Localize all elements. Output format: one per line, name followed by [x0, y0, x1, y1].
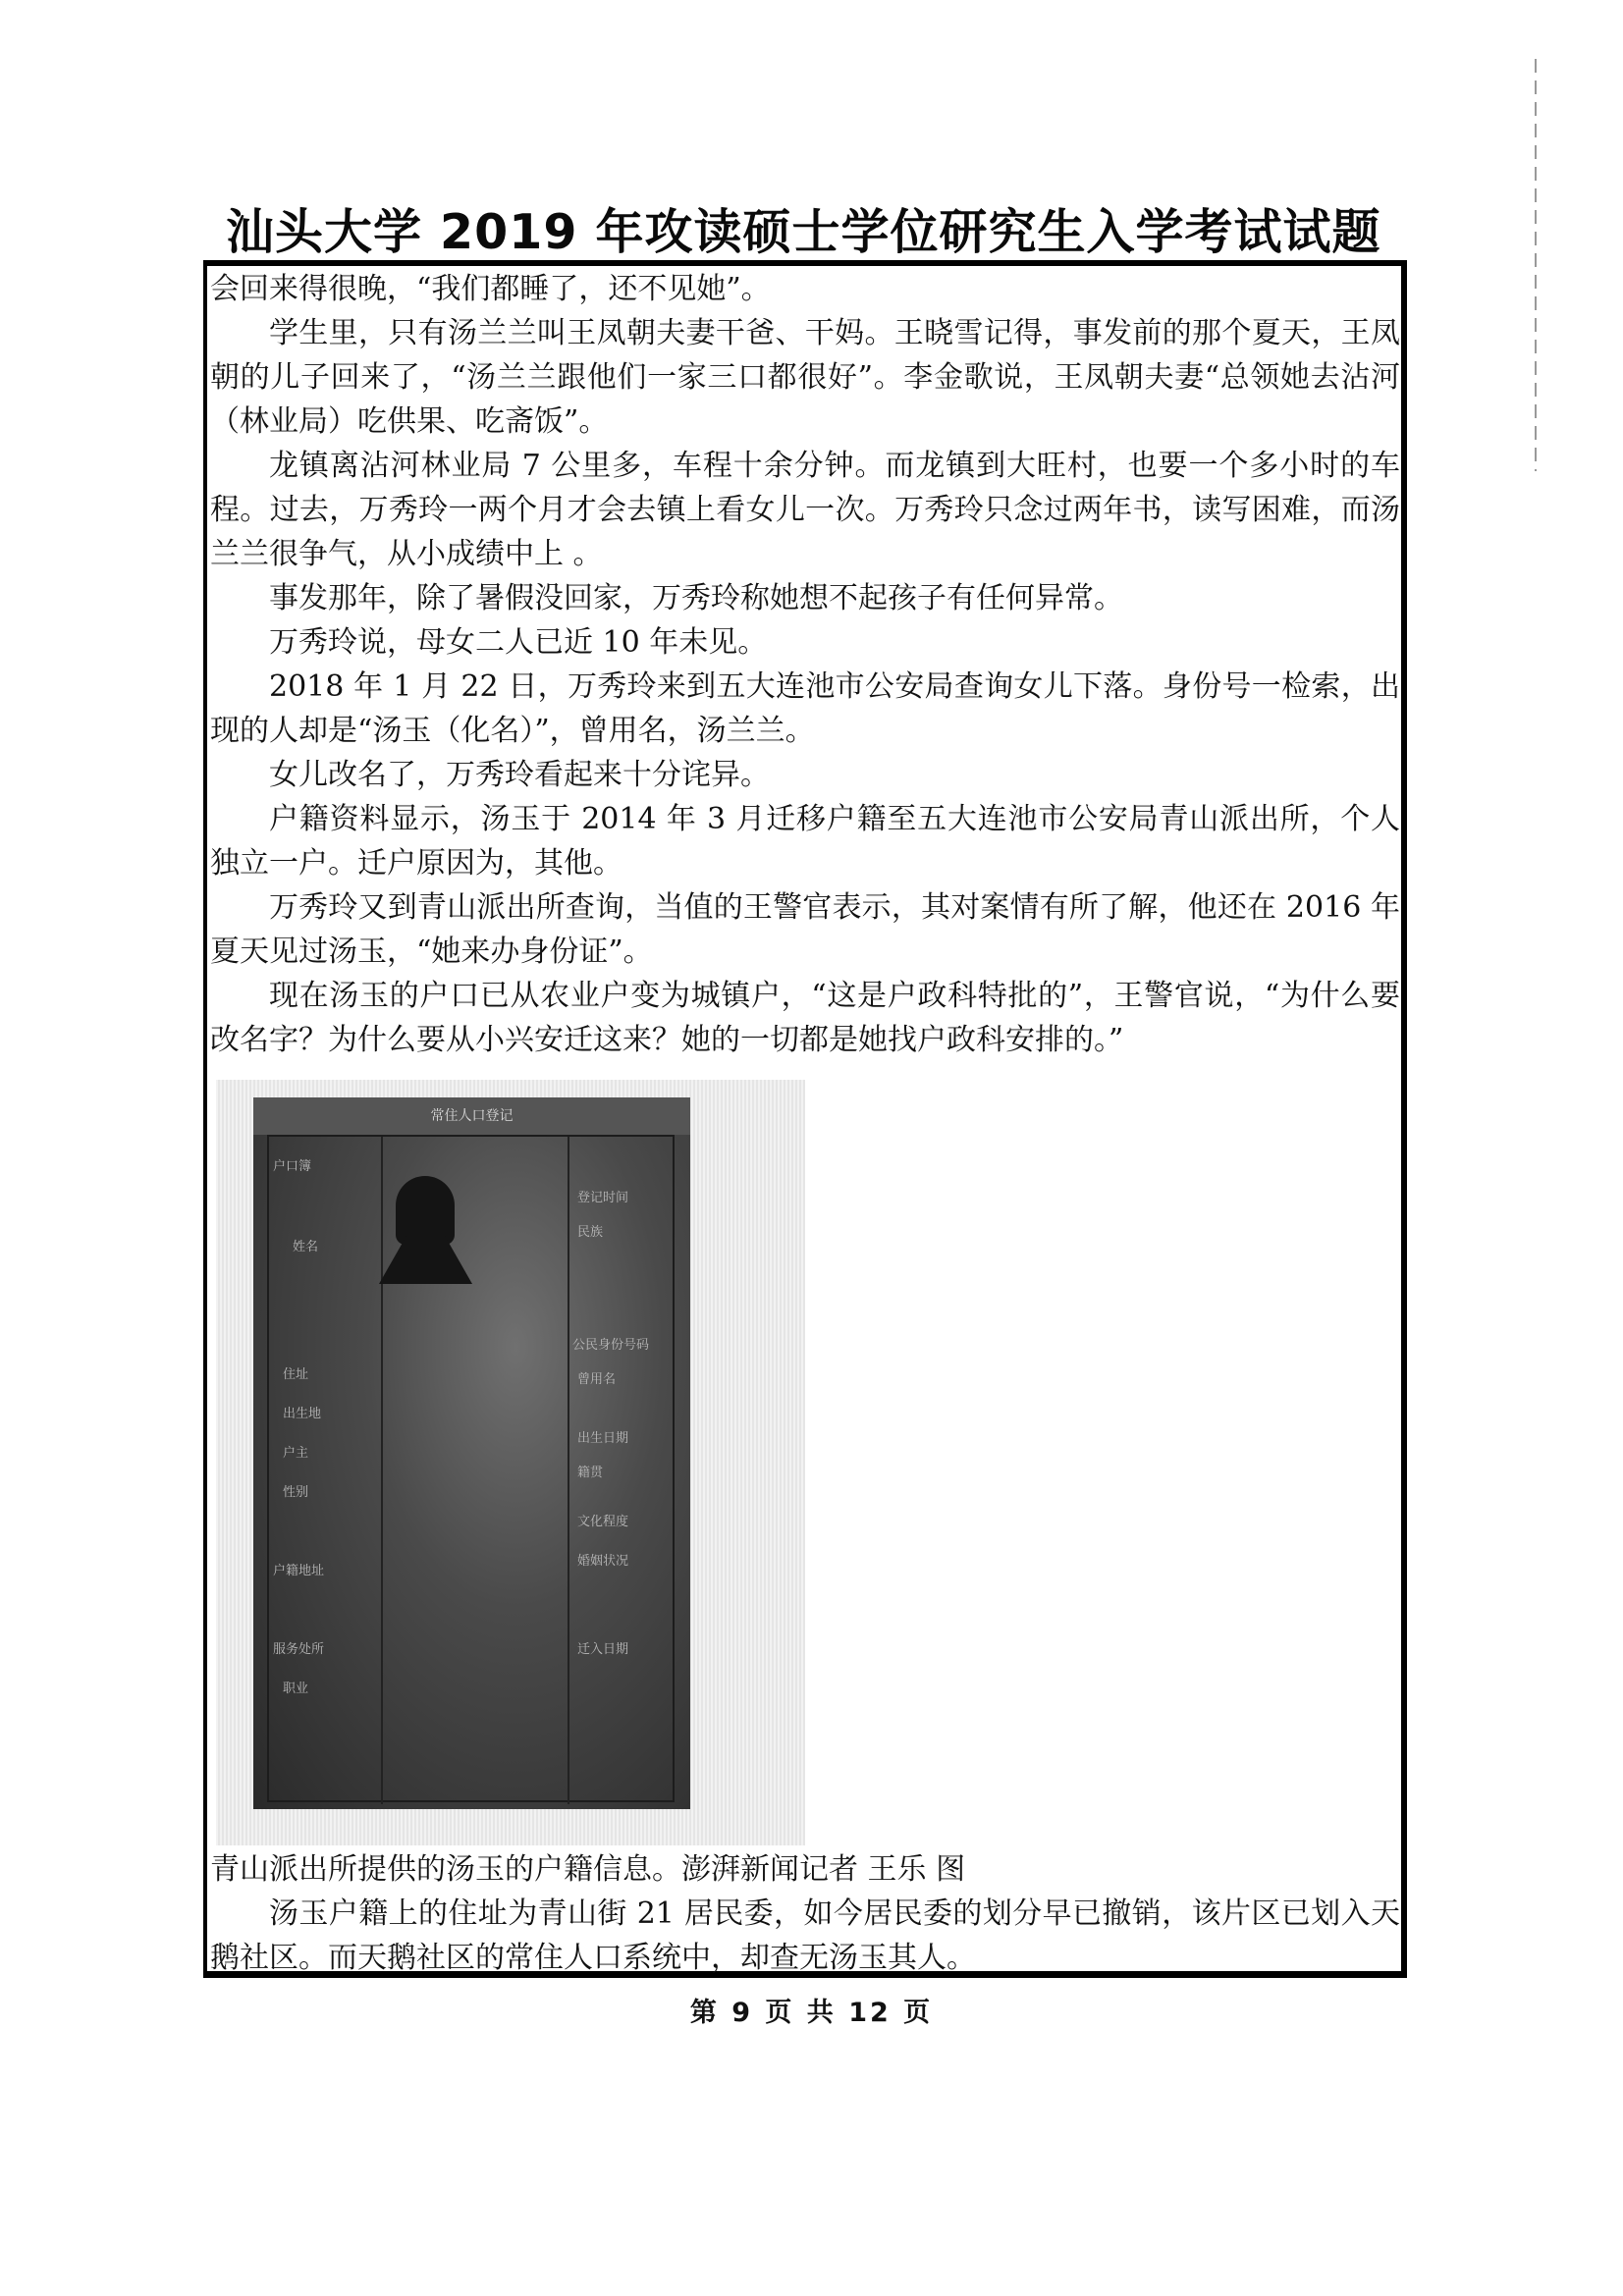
field-label: 籍贯 [577, 1466, 604, 1480]
field-label: 曾用名 [577, 1372, 617, 1387]
scan-edge-artifact [1535, 59, 1537, 471]
photo-inner-frame [267, 1135, 675, 1802]
field-label: 性别 [283, 1485, 309, 1500]
field-label: 户主 [283, 1446, 309, 1461]
field-label: 迁入日期 [577, 1642, 629, 1657]
field-label: 户口簿 [273, 1159, 312, 1174]
paragraph: 龙镇离沾河林业局 7 公里多，车程十余分钟。而龙镇到大旺村，也要一个多小时的车程。过去，万秀玲一两个月才会去镇上看女儿一次。万秀玲只念过两年书，读写困难，而汤兰兰很争气，从小成绩中上 。 [210, 449, 1400, 571]
paragraph: 学生里，只有汤兰兰叫王凤朝夫妻干爸、干妈。王晓雪记得，事发前的那个夏天，王凤朝的儿子回来了，“汤兰兰跟他们一家三口都很好”。李金歌说，王凤朝夫妻“总领她去沾河（林业局）吃供果、吃斋饭”。 [210, 316, 1400, 439]
paragraph: 汤玉户籍上的住址为青山街 21 居民委，如今居民委的划分早已撤销，该片区已划入天鹅社区。而天鹅社区的常住人口系统中，却查无汤玉其人。 [210, 1896, 1400, 1975]
page-title: 汕头大学 2019 年攻读硕士学位研究生入学考试试题 [226, 204, 1381, 260]
field-label: 服务处所 [273, 1642, 325, 1657]
field-label: 出生日期 [577, 1431, 629, 1446]
paragraph: 会回来得很晚，“我们都睡了，还不见她”。 [210, 272, 771, 306]
field-label: 公民身份号码 [572, 1338, 650, 1353]
field-label: 职业 [283, 1682, 309, 1696]
photo-header: 常住人口登记 [253, 1097, 690, 1135]
field-label: 姓名 [293, 1240, 319, 1255]
field-label: 户籍地址 [273, 1564, 325, 1578]
portrait-head-icon [396, 1176, 455, 1245]
paragraph: 事发那年，除了暑假没回家，万秀玲称她想不起孩子有任何异常。 [269, 581, 1123, 615]
paragraph: 女儿改名了，万秀玲看起来十分诧异。 [269, 758, 770, 792]
paragraph: 万秀玲又到青山派出所查询，当值的王警官表示，其对案情有所了解，他还在 2016 年夏天见过汤玉，“她来办身份证”。 [210, 890, 1400, 969]
paragraph: 户籍资料显示，汤玉于 2014 年 3 月迁移户籍至五大连池市公安局青山派出所，个人独立一户。迁户原因为，其他。 [210, 802, 1400, 881]
field-label: 婚姻状况 [577, 1554, 629, 1569]
field-label: 住址 [283, 1367, 309, 1382]
field-label: 民族 [577, 1225, 604, 1240]
photo-divider [381, 1137, 383, 1804]
paragraph: 2018 年 1 月 22 日，万秀玲来到五大连池市公安局查询女儿下落。身份号一检索，出现的人却是“汤玉（化名）”，曾用名，汤兰兰。 [210, 669, 1400, 748]
field-label: 登记时间 [577, 1191, 629, 1205]
photo-divider [568, 1137, 569, 1804]
figure-caption: 青山派出所提供的汤玉的户籍信息。澎湃新闻记者 王乐 图 [210, 1852, 966, 1887]
paragraph: 现在汤玉的户口已从农业户变为城镇户，“这是户政科特批的”，王警官说，“为什么要改名字？为什么要从小兴安迁这来？她的一切都是她找户政科安排的。” [210, 979, 1400, 1057]
photo-image [253, 1097, 690, 1809]
field-label: 文化程度 [577, 1515, 629, 1529]
field-label: 出生地 [283, 1407, 322, 1421]
household-registration-photo [216, 1080, 805, 1845]
paragraph: 万秀玲说，母女二人已近 10 年未见。 [269, 625, 768, 660]
exam-content [210, 267, 1400, 1980]
page-number: 第 9 页 共 12 页 [689, 1998, 934, 2028]
